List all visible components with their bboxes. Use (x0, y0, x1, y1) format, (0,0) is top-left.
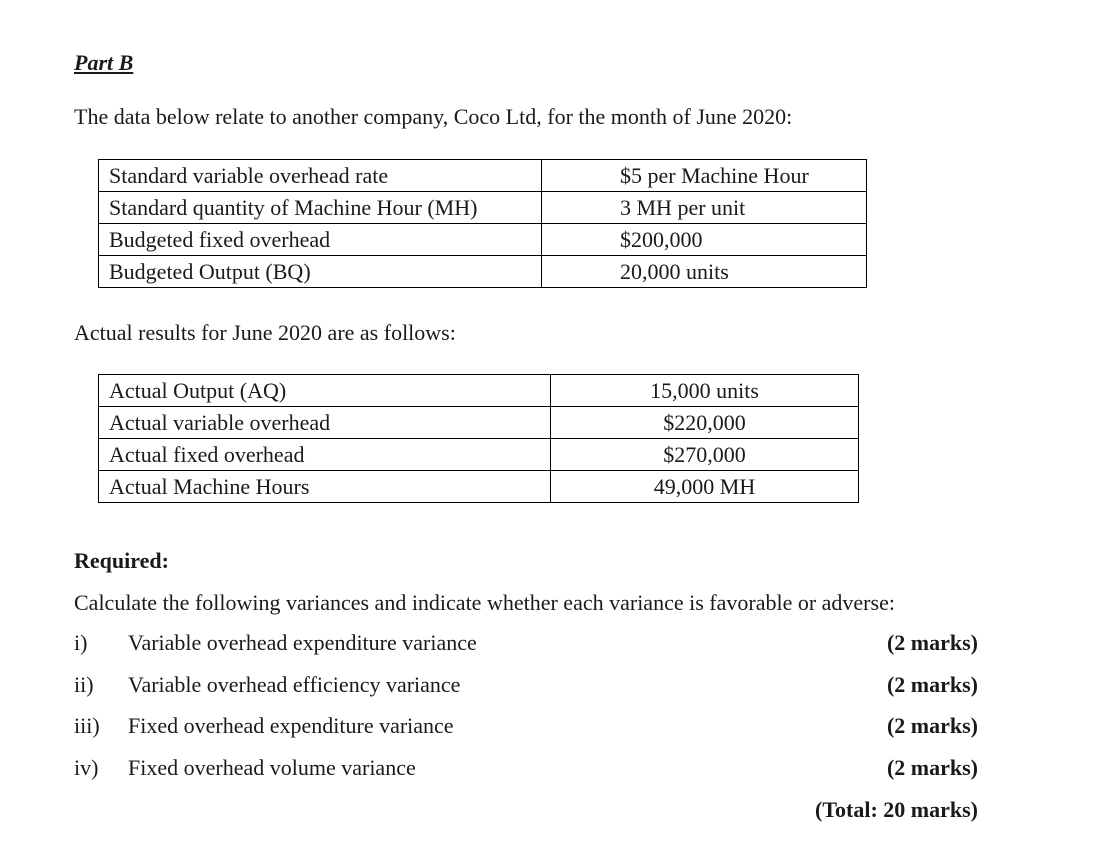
question-number: iv) (74, 755, 99, 780)
row-value: $5 per Machine Hour (542, 160, 867, 192)
total-marks: (Total: 20 marks) (815, 797, 978, 822)
row-value: $220,000 (551, 407, 859, 439)
question-marks: (2 marks) (886, 672, 978, 697)
question-marks: (2 marks) (886, 755, 978, 780)
question-text: Variable overhead expenditure variance (128, 630, 477, 655)
table-row (99, 256, 867, 288)
row-label: Actual fixed overhead (99, 439, 551, 471)
question-number: ii) (74, 672, 94, 697)
row-label: Budgeted fixed overhead (99, 224, 542, 256)
intro-text: The data below relate to another company, Coco Ltd, for the month of June 2020: (74, 104, 793, 129)
question-text: Fixed overhead expenditure variance (128, 713, 454, 738)
actual-results-intro: Actual results for June 2020 are as follows: (74, 320, 456, 345)
required-instruction: Calculate the following variances and indicate whether each variance is favorable or adverse: (74, 590, 895, 615)
table-row (99, 160, 867, 192)
question-text: Fixed overhead volume variance (128, 755, 416, 780)
row-value: $270,000 (551, 439, 859, 471)
standard-data-table (98, 159, 867, 288)
question-text: Variable overhead efficiency variance (128, 672, 461, 697)
part-title: Part B (74, 50, 134, 75)
row-label: Actual Output (AQ) (99, 375, 551, 407)
row-value: 49,000 MH (551, 471, 859, 503)
row-label: Standard variable overhead rate (99, 160, 542, 192)
required-heading: Required: (74, 548, 169, 573)
row-label: Actual variable overhead (99, 407, 551, 439)
question-number: iii) (74, 713, 100, 738)
row-label: Standard quantity of Machine Hour (MH) (99, 192, 542, 224)
actual-results-table (98, 374, 859, 503)
row-label: Budgeted Output (BQ) (99, 256, 542, 288)
table-row (99, 224, 867, 256)
table-row (99, 439, 859, 471)
question-marks: (2 marks) (886, 630, 978, 655)
row-value: $200,000 (542, 224, 867, 256)
table-row (99, 375, 859, 407)
table-row (99, 471, 859, 503)
question-number: i) (74, 630, 88, 655)
table-row (99, 192, 867, 224)
question-marks: (2 marks) (886, 713, 978, 738)
row-value: 15,000 units (551, 375, 859, 407)
row-value: 20,000 units (542, 256, 867, 288)
row-label: Actual Machine Hours (99, 471, 551, 503)
row-value: 3 MH per unit (542, 192, 867, 224)
table-row (99, 407, 859, 439)
